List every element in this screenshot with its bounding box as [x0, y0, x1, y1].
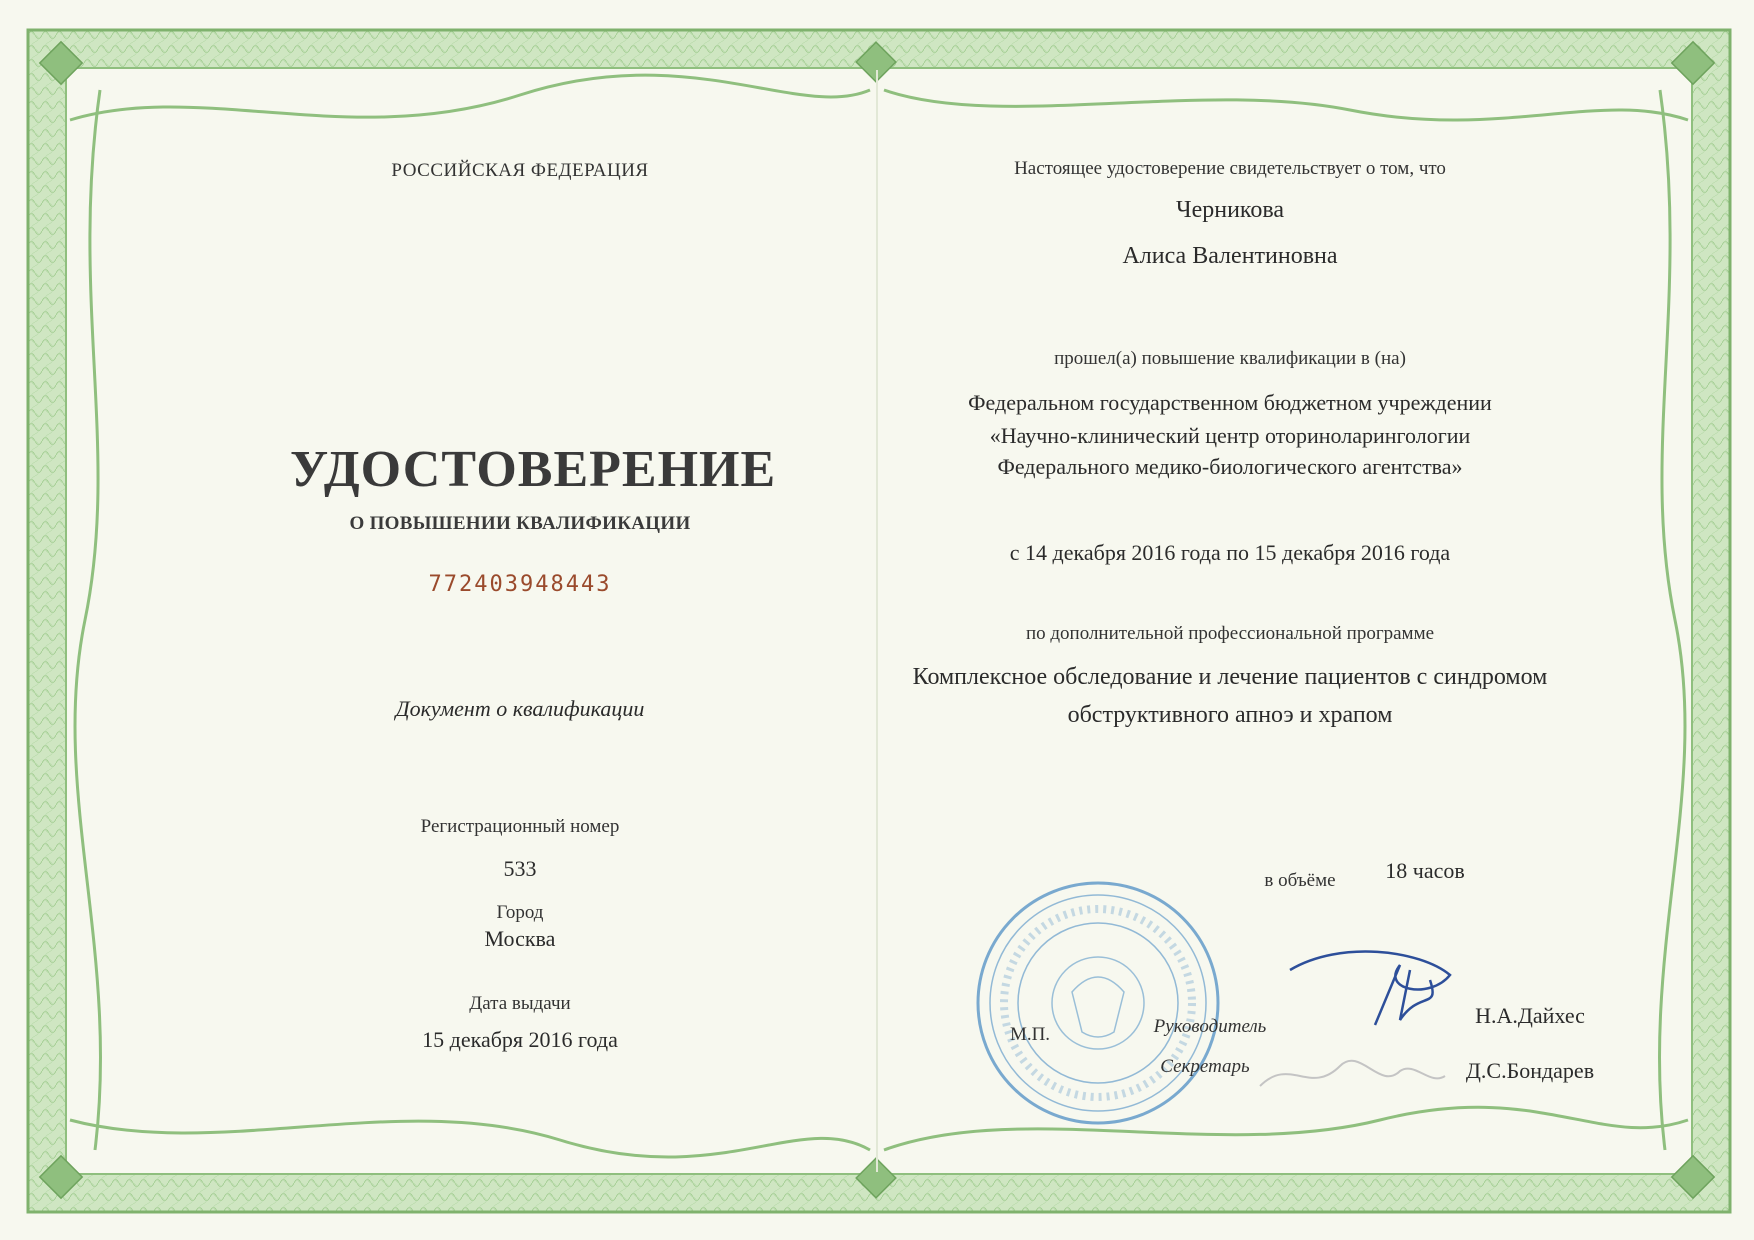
passed-text: прошел(а) повышение квалификации в (на) — [1054, 348, 1406, 369]
head-label: Руководитель — [1153, 1016, 1267, 1037]
issue-date-label: Дата выдачи — [469, 993, 571, 1014]
secretary-signature — [1250, 1036, 1450, 1106]
registration-label: Регистрационный номер — [420, 816, 620, 837]
training-period: с 14 декабря 2016 года по 15 декабря 2016 года — [1009, 540, 1451, 565]
document-title: УДОСТОВЕРЕНИЕ — [290, 441, 777, 498]
institution-line-1: Федеральном государственном бюджетном учреждении — [968, 390, 1492, 415]
program-line-2: обструктивного апноэ и храпом — [1067, 702, 1393, 728]
holder-surname: Черникова — [1175, 197, 1285, 223]
program-line-1: Комплексное обследование и лечение пациентов с синдромом — [912, 664, 1548, 690]
serial-number: 772403948443 — [428, 572, 612, 597]
secretary-name: Д.С.Бондарев — [1465, 1058, 1595, 1083]
volume-label: в объёме — [1264, 870, 1336, 891]
head-name: Н.А.Дайхес — [1475, 1003, 1585, 1028]
secretary-label: Секретарь — [1160, 1056, 1250, 1077]
issue-date: 15 декабря 2016 года — [422, 1027, 618, 1052]
document-subtitle: О ПОВЫШЕНИИ КВАЛИФИКАЦИИ — [349, 513, 691, 534]
city-value: Москва — [484, 926, 556, 951]
city-label: Город — [496, 902, 544, 923]
registration-number: 533 — [503, 856, 537, 881]
country-name: РОССИЙСКАЯ ФЕДЕРАЦИЯ — [391, 160, 649, 181]
official-seal — [972, 872, 1224, 1134]
intro-text: Настоящее удостоверение свидетельствует о том, что — [1014, 158, 1446, 179]
institution-line-3: Федерального медико-биологического агентства» — [997, 454, 1463, 479]
program-label: по дополнительной профессиональной программе — [1025, 623, 1435, 644]
seal-label: М.П. — [1009, 1024, 1051, 1045]
document-type: Документ о квалификации — [395, 696, 645, 721]
holder-given-names: Алиса Валентиновна — [1122, 243, 1338, 269]
volume-value: 18 часов — [1385, 858, 1465, 883]
head-signature — [1280, 930, 1460, 1030]
institution-line-2: «Научно-клинический центр оториноларингологии — [989, 423, 1471, 448]
